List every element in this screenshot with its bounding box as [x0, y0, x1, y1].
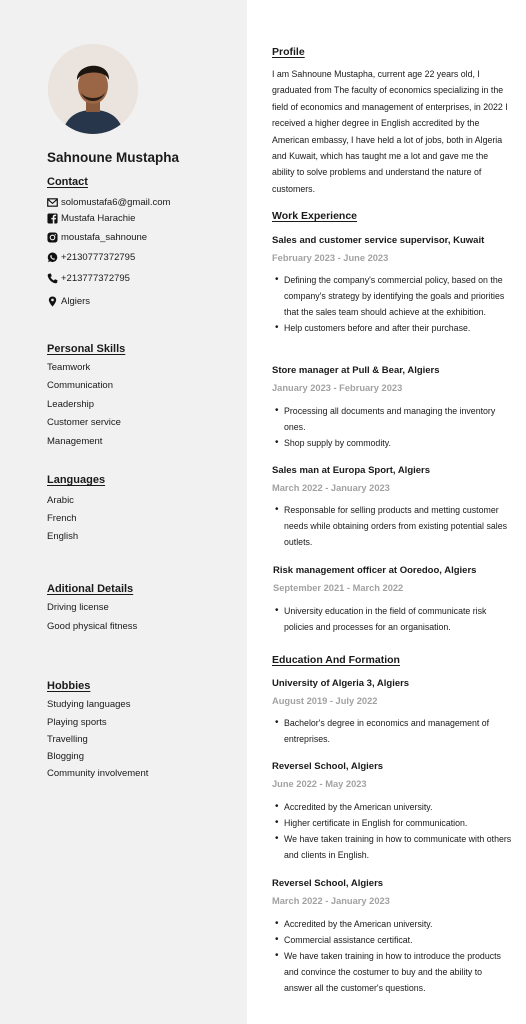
bullet-item: • Processing all documents and managing the inventory ones. [272, 403, 512, 435]
job-date: January 2023 - February 2023 [272, 383, 403, 393]
bullet-item: • Bachelor's degree in economics and management of entreprises. [272, 715, 512, 747]
education-title: Education And Formation [272, 654, 400, 666]
contact-title: Contact [47, 176, 88, 188]
bullet-item: • Shop supply by commodity. [272, 435, 512, 451]
contact-instagram-text: moustafa_sahnoune [61, 231, 148, 243]
education-bullets [272, 916, 512, 996]
work-experience-title: Work Experience [272, 210, 358, 222]
contact-whatsapp[interactable] [46, 250, 135, 264]
language-item: Arabic [47, 495, 74, 506]
job-date: September 2021 - March 2022 [273, 583, 404, 593]
bullet-item: • Defining the company's commercial policy, based on the company's strategy by identifying the goals and priorities that the sales team should achieve at the exhibition. [272, 272, 512, 320]
contact-facebook-text: Mustafa Harachie [61, 212, 136, 224]
hobbies-title: Hobbies [47, 680, 91, 692]
bullet-item: • Accredited by the American university. [272, 916, 512, 932]
skill-item: Leadership [47, 399, 95, 410]
bullet-item: • Commercial assistance certificat. [272, 932, 512, 948]
hobby-item: Playing sports [47, 717, 107, 728]
contact-phone[interactable] [46, 271, 130, 285]
bullet-item: • Responsable for selling products and metting customer needs while obtaining orders from existing potential sales outlets. [272, 502, 512, 550]
profile-text: I am Sahnoune Mustapha, current age 22 years old, I graduated from The faculty of economics specializing in the field of economics and management of enterprises, in 2022 I received a higher degree in English accredited by the American embassy, I have held a lot of jobs, both in Algeria and Kuwait, which has taught me a lot and gave me the ability to solve problems and understand the nature of customers. [272, 69, 508, 194]
education-date: June 2022 - May 2023 [272, 779, 367, 789]
skill-item: Communication [47, 380, 113, 391]
job-bullets [272, 403, 512, 451]
job-title: Sales and customer service supervisor, Kuwait [272, 235, 485, 246]
facebook-icon [46, 212, 58, 224]
location-pin-icon [46, 295, 58, 307]
detail-item: Driving license [47, 602, 109, 613]
job-date: February 2023 - June 2023 [272, 253, 389, 263]
contact-facebook[interactable] [46, 211, 135, 225]
bullet-item: • Accredited by the American university. [272, 799, 512, 815]
education-title-item: University of Algeria 3, Algiers [272, 678, 410, 689]
phone-icon [46, 272, 58, 284]
hobby-item: Blogging [47, 751, 84, 762]
hobby-item: Travelling [47, 734, 88, 745]
language-item: French [47, 513, 77, 524]
candidate-name: Sahnoune Mustapha [47, 150, 180, 165]
detail-item: Good physical fitness [47, 621, 138, 632]
job-date: March 2022 - January 2023 [272, 483, 390, 493]
skill-item: Management [47, 436, 103, 447]
job-bullets [272, 502, 512, 550]
mail-icon [46, 196, 58, 208]
job-title: Sales man at Europa Sport, Algiers [272, 465, 431, 476]
skill-item: Teamwork [47, 362, 91, 373]
education-date: August 2019 - July 2022 [272, 696, 378, 706]
language-item: English [47, 531, 79, 542]
skill-item: Customer service [47, 417, 121, 428]
education-date: March 2022 - January 2023 [272, 896, 390, 906]
bullet-item: • Higher certificate in English for communication. [272, 815, 512, 831]
bullet-item: • We have taken training in how to introduce the products and convince the costumer to buy and the ability to answer all the customer's questions. [272, 948, 512, 996]
bullet-item: • We have taken training in how to communicate with others and clients in English. [272, 831, 512, 863]
bullet-item: • University education in the field of communicate risk policies and processes for an organisation. [272, 603, 512, 635]
hobby-item: Studying languages [47, 699, 131, 710]
instagram-icon [46, 231, 58, 243]
languages-title: Languages [47, 474, 106, 486]
contact-location [46, 294, 90, 308]
education-title-item: Reversel School, Algiers [272, 761, 384, 772]
contact-instagram[interactable] [46, 230, 147, 244]
bullet-item: • Help customers before and after their purchase. [272, 320, 512, 336]
whatsapp-icon [46, 251, 58, 263]
avatar [48, 44, 138, 134]
education-title-item: Reversel School, Algiers [272, 878, 384, 889]
profile-title: Profile [272, 46, 305, 58]
contact-location-text: Algiers [61, 295, 91, 307]
job-bullets [272, 272, 512, 336]
contact-whatsapp-text: +2130777372795 [61, 251, 136, 263]
personal-skills-title: Personal Skills [47, 343, 126, 355]
education-bullets [272, 715, 512, 747]
education-bullets [272, 799, 512, 863]
contact-email-text: solomustafa6@gmail.com [61, 196, 171, 208]
contact-phone-text: +213777372795 [61, 272, 130, 284]
contact-email[interactable] [46, 195, 170, 209]
job-bullets [272, 603, 512, 635]
hobby-item: Community involvement [47, 768, 149, 779]
job-title: Risk management officer at Ooredoo, Algiers [273, 565, 477, 576]
additional-details-title: Aditional Details [47, 583, 134, 595]
job-title: Store manager at Pull & Bear, Algiers [272, 365, 440, 376]
